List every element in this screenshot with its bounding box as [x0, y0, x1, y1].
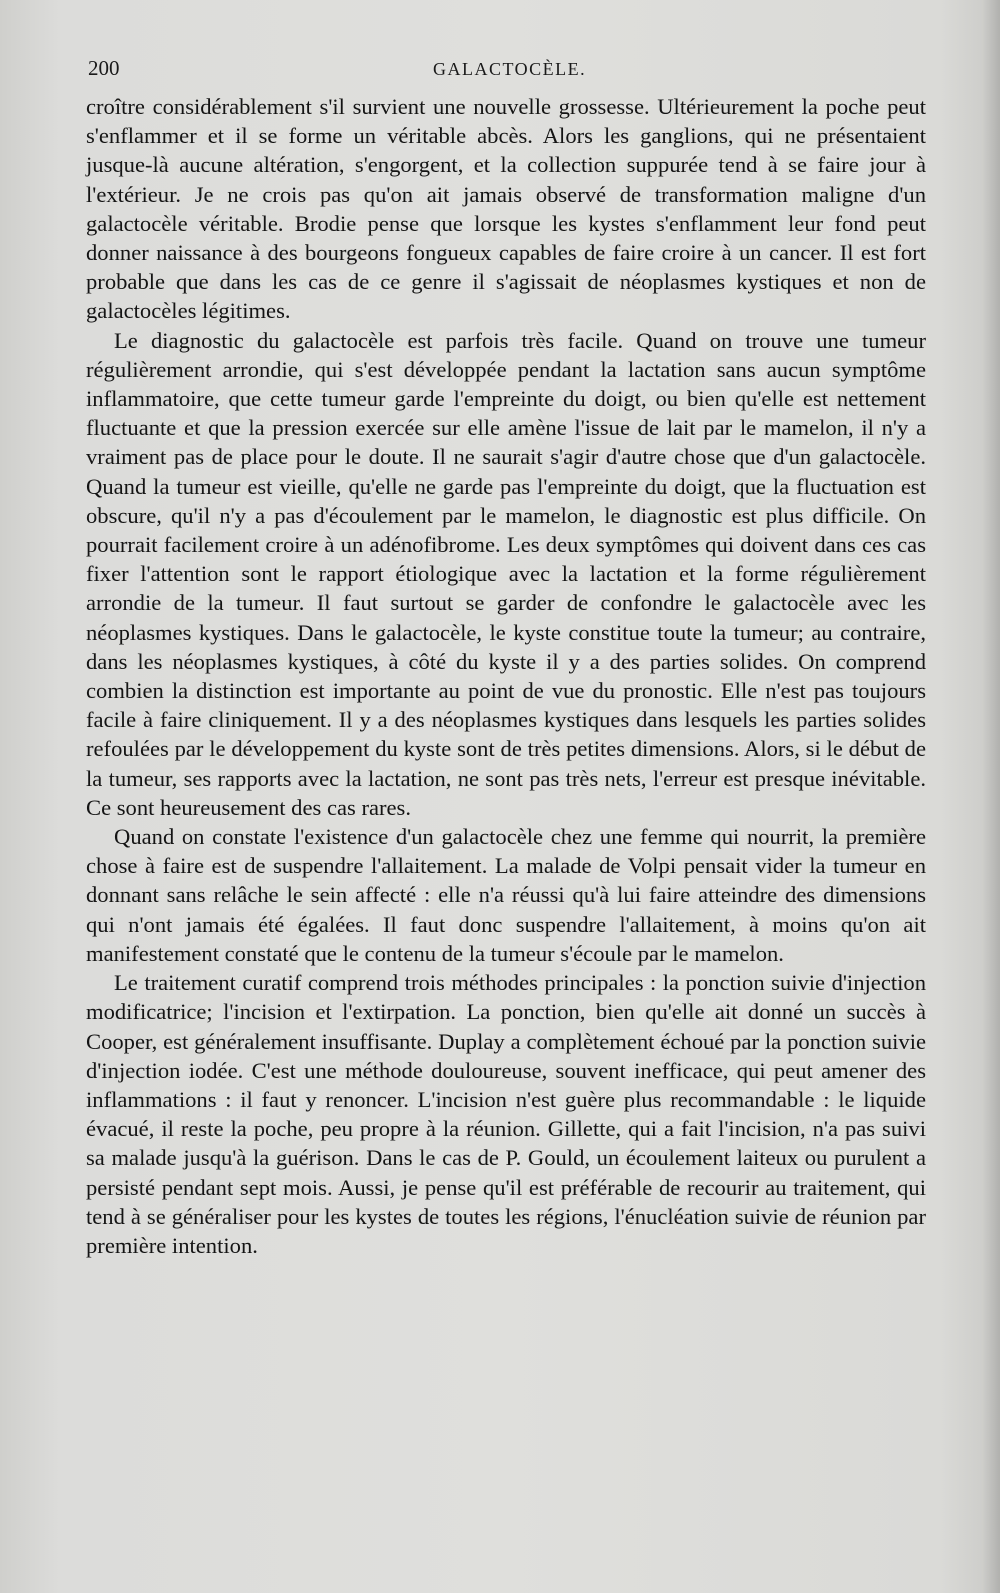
page-edge-shadow	[982, 0, 1000, 1593]
running-head: GALACTOCÈLE.	[433, 59, 587, 79]
paragraph-diagnostic: Le diagnostic du galactocèle est parfois très facile. Quand on trouve une tumeur régulièrement arrondie, qui s'est développée pendant la lactation sans aucun symptôme inflammatoire, que cette tumeur garde l'empreinte du doigt, ou bien qu'elle est nettement fluctuante et que la pression exercée sur elle amène l'issue de lait par le mamelon, il n'y a vraiment pas de place pour le doute. Il ne saurait s'agir d'autre chose que d'un galactocèle. Quand la tumeur est vieille, qu'elle ne garde pas l'empreinte du doigt, que la fluctuation est obscure, qu'il n'y a pas d'écoulement par le mamelon, le diagnostic est plus difficile. On pourrait facilement croire à un adénofibrome. Les deux symptômes qui doivent dans ces cas fixer l'attention sont le rapport étiologique avec la lactation et la forme régulièrement arrondie de la tumeur. Il faut surtout se garder de confondre le galactocèle avec les néoplasmes kystiques. Dans le galactocèle, le kyste constitue toute la tumeur; au contraire, dans les néoplasmes kystiques, à côté du kyste il y a des parties solides. On comprend combien la distinction est importante au point de vue du pronostic. Elle n'est pas toujours facile à faire cliniquement. Il y a des néoplasmes kystiques dans lesquels les parties solides refoulées par le développement du kyste sont de très petites dimensions. Alors, si le début de la tumeur, ses rapports avec la lactation, ne sont pas très nets, l'erreur est presque inévitable. Ce sont heureusement des cas rares.	[86, 327, 926, 820]
page-number: 200	[88, 56, 120, 80]
paragraph-allaitement: Quand on constate l'existence d'un galactocèle chez une femme qui nourrit, la première chose à faire est de suspendre l'allaitement. La malade de Volpi pensait vider la tumeur en donnant sans relâche le sein affecté : elle n'a réussi qu'à lui faire atteindre des dimensions qui n'ont jamais été égalées. Il faut donc suspendre l'allaitement, à moins qu'on ait manifestement constaté que le contenu de la tumeur s'écoule par le mamelon.	[86, 824, 926, 966]
paragraph-continuation: croître considérablement s'il survient une nouvelle grossesse. Ultérieurement la poche peut s'enflammer et il se forme un véritable abcès. Alors les ganglions, qui ne présentaient jusque-là aucune altération, s'engorgent, et la collection suppurée tend à se faire jour à l'extérieur. Je ne crois pas qu'on ait jamais observé de transformation maligne d'un galactocèle véritable. Brodie pense que lorsque les kystes s'enflamment leur fond peut donner naissance à des bourgeons fongueux capables de faire croire à un cancer. Il est fort probable que dans les cas de ce genre il s'agissait de néoplasmes kystiques et non de galactocèles légitimes.	[86, 94, 926, 324]
body-text	[86, 92, 926, 1260]
paragraph-traitement: Le traitement curatif comprend trois méthodes principales : la ponction suivie d'injection modificatrice; l'incision et l'extirpation. La ponction, bien qu'elle ait donné un succès à Cooper, est généralement insuffisante. Duplay a complètement échoué par la ponction suivie d'injection iodée. C'est une méthode douloureuse, souvent inefficace, qui peut amener des inflammations : il faut y renoncer. L'incision n'est guère plus recommandable : le liquide évacué, il reste la poche, peu propre à la réunion. Gillette, qui a fait l'incision, n'a pas suivi sa malade jusqu'à la guérison. Dans le cas de P. Gould, un écoulement laiteux ou purulent a persisté pendant sept mois. Aussi, je pense qu'il est préférable de recourir au traitement, qui tend à se généraliser pour les kystes de toutes les régions, l'énucléation suivie de réunion par première intention.	[86, 970, 926, 1258]
page-header	[88, 56, 926, 86]
